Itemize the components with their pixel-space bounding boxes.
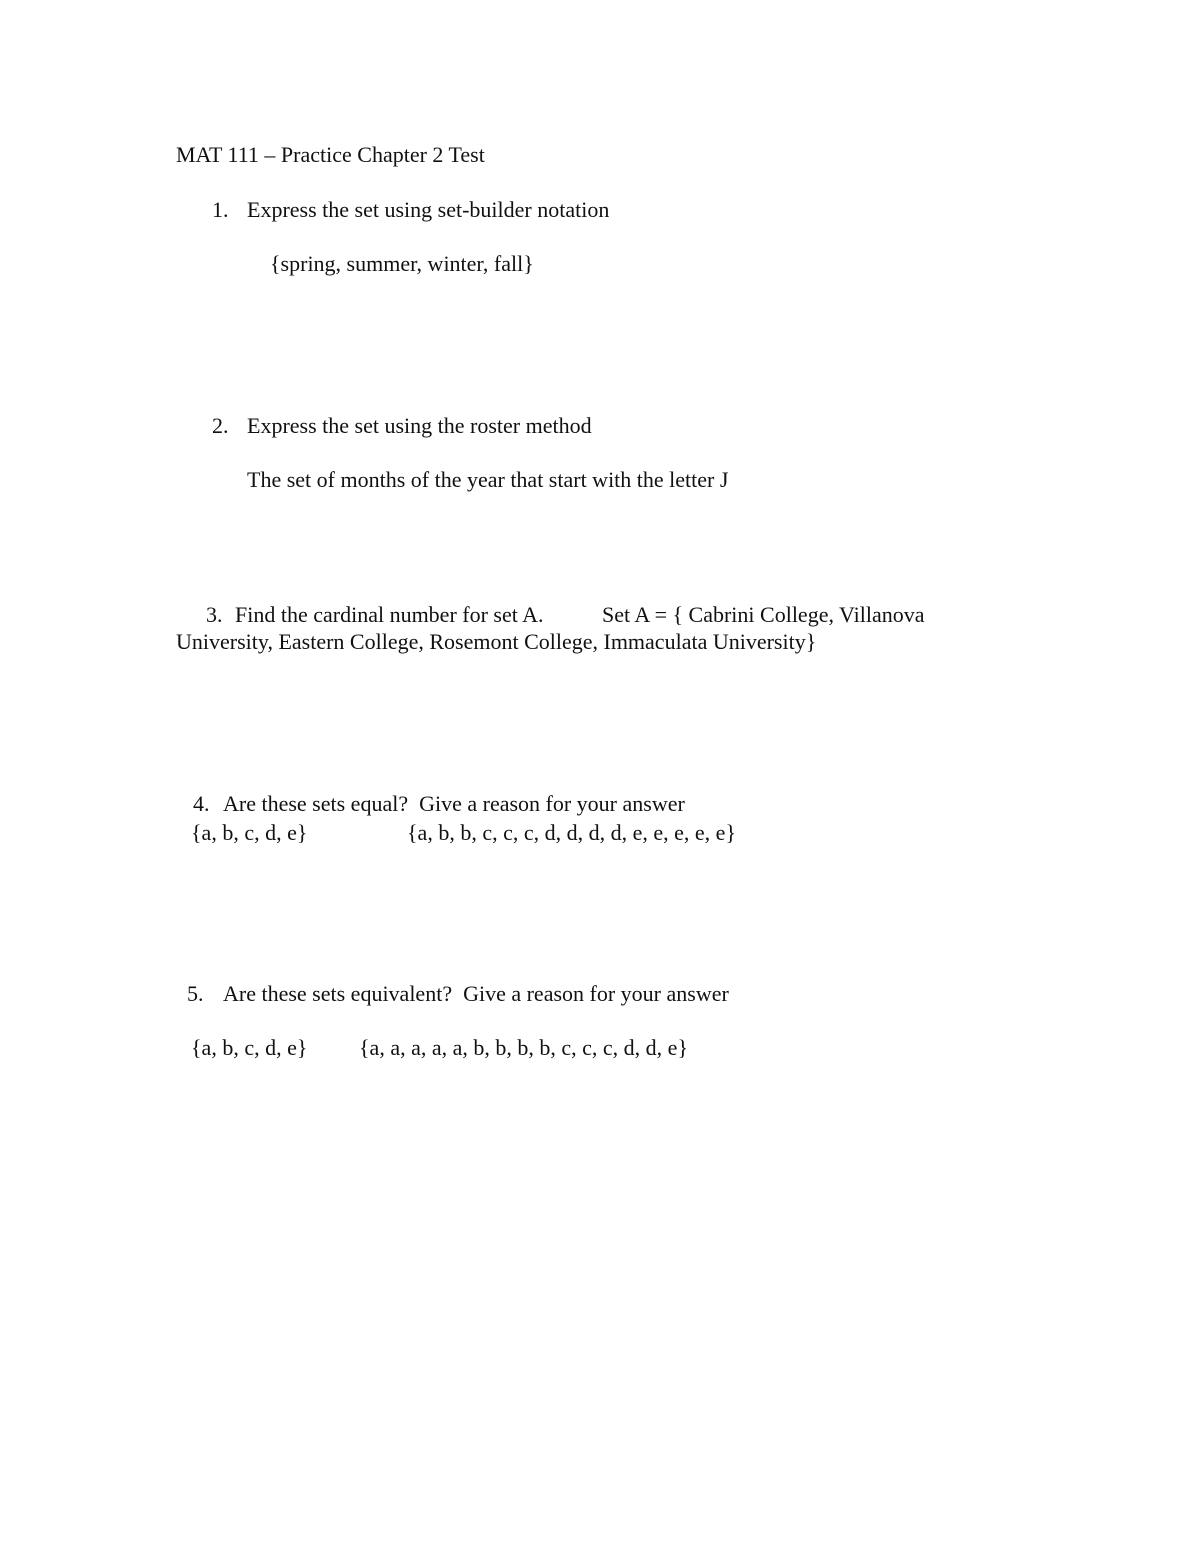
- question-3-prompt: Find the cardinal number for set A.: [235, 602, 544, 627]
- question-2-prompt: Express the set using the roster method: [247, 413, 592, 438]
- question-4-set-left: {a, b, c, d, e}: [191, 820, 308, 845]
- question-2-description: The set of months of the year that start with the letter J: [247, 467, 729, 492]
- question-4-prompt: Are these sets equal? Give a reason for your answer: [223, 791, 685, 816]
- question-4-set-right: {a, b, b, c, c, c, d, d, d, d, e, e, e, e, e}: [407, 820, 737, 845]
- question-5-prompt: Are these sets equivalent? Give a reason for your answer: [223, 981, 729, 1006]
- question-5-number: 5.: [187, 981, 204, 1006]
- document-title: MAT 111 – Practice Chapter 2 Test: [176, 142, 485, 167]
- question-1-number: 1.: [212, 197, 229, 222]
- question-2-number: 2.: [212, 413, 229, 438]
- question-3-number: 3.: [206, 602, 223, 627]
- question-5-set-right: {a, a, a, a, a, b, b, b, b, c, c, c, d, d, e}: [359, 1035, 689, 1060]
- question-3-set-line-2: University, Eastern College, Rosemont College, Immaculata University}: [176, 629, 817, 654]
- question-1-set: {spring, summer, winter, fall}: [270, 251, 534, 276]
- question-4-number: 4.: [193, 791, 210, 816]
- question-3-set-line-1: Set A = { Cabrini College, Villanova: [602, 602, 925, 627]
- question-5-set-left: {a, b, c, d, e}: [191, 1035, 308, 1060]
- question-1-prompt: Express the set using set-builder notation: [247, 197, 610, 222]
